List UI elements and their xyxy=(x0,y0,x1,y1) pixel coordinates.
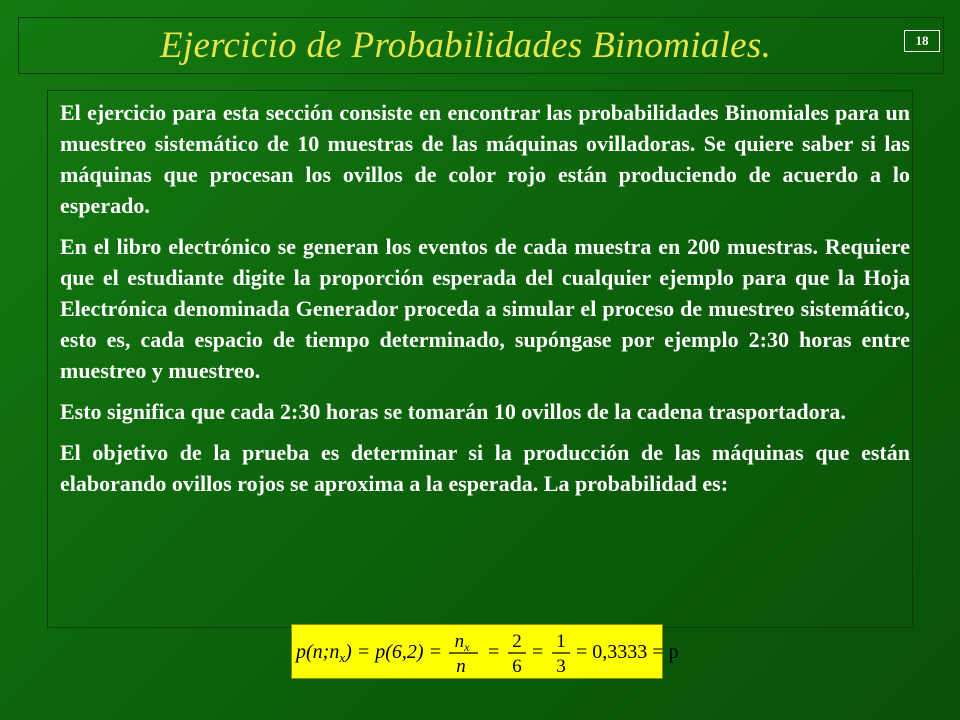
formula-result: = 0,3333 = p xyxy=(576,641,679,663)
formula-lhs-sub: x xyxy=(339,650,346,665)
svg-text:p(n;nx) = p(6,2) = xyxy=(294,641,442,665)
formula-equals-2: = xyxy=(532,641,544,663)
paragraph-4: El objetivo de la prueba es determinar si la producción de las máquinas que están elaborando ovillos rojos se aproxima a la esperada. La probabilidad es: xyxy=(60,440,910,496)
svg-text:nx xyxy=(455,631,471,654)
frac1-denominator: n xyxy=(456,656,466,677)
formula-lhs-close: ) = p(6,2) = xyxy=(345,641,443,663)
slide-body xyxy=(60,97,910,509)
frac1-numerator: n xyxy=(454,631,465,652)
slide-number: 18 xyxy=(904,30,940,52)
frac3-numerator: 1 xyxy=(556,631,566,652)
frac1-numerator-sub: x xyxy=(464,640,470,654)
paragraph-2: En el libro electrónico se generan los eventos de cada muestra en 200 muestras. Requiere que el estudiante digite la proporción esperada del cualquier ejemplo para que la Hoja Electrónica denominada Generador proceda a simular el proceso de muestreo sistemático, esto es, cada espacio de tiempo determinado, supóngase por ejemplo 2:30 horas entre muestreo y muestreo. xyxy=(60,234,910,383)
probability-formula xyxy=(292,625,679,678)
frac2-numerator: 2 xyxy=(512,631,522,652)
frac3-denominator: 3 xyxy=(556,656,566,677)
frac2-denominator: 6 xyxy=(512,656,522,677)
formula-lhs: p(n;n xyxy=(296,641,340,663)
formula-equals-1: = xyxy=(488,641,500,663)
slide-title: Ejercicio de Probabilidades Binomiales. xyxy=(160,25,772,66)
formula-box xyxy=(291,624,679,679)
paragraph-1: El ejercicio para esta sección consiste en encontrar las probabilidades Binomiales para un muestreo sistemático de 10 muestras de las máquinas ovilladoras. Se quiere saber si las máquinas que procesan los ovillos de color rojo están produciendo de acuerdo a lo esperado. xyxy=(60,100,910,218)
paragraph-3: Esto significa que cada 2:30 horas se tomarán 10 ovillos de la cadena trasportadora. xyxy=(60,399,846,424)
